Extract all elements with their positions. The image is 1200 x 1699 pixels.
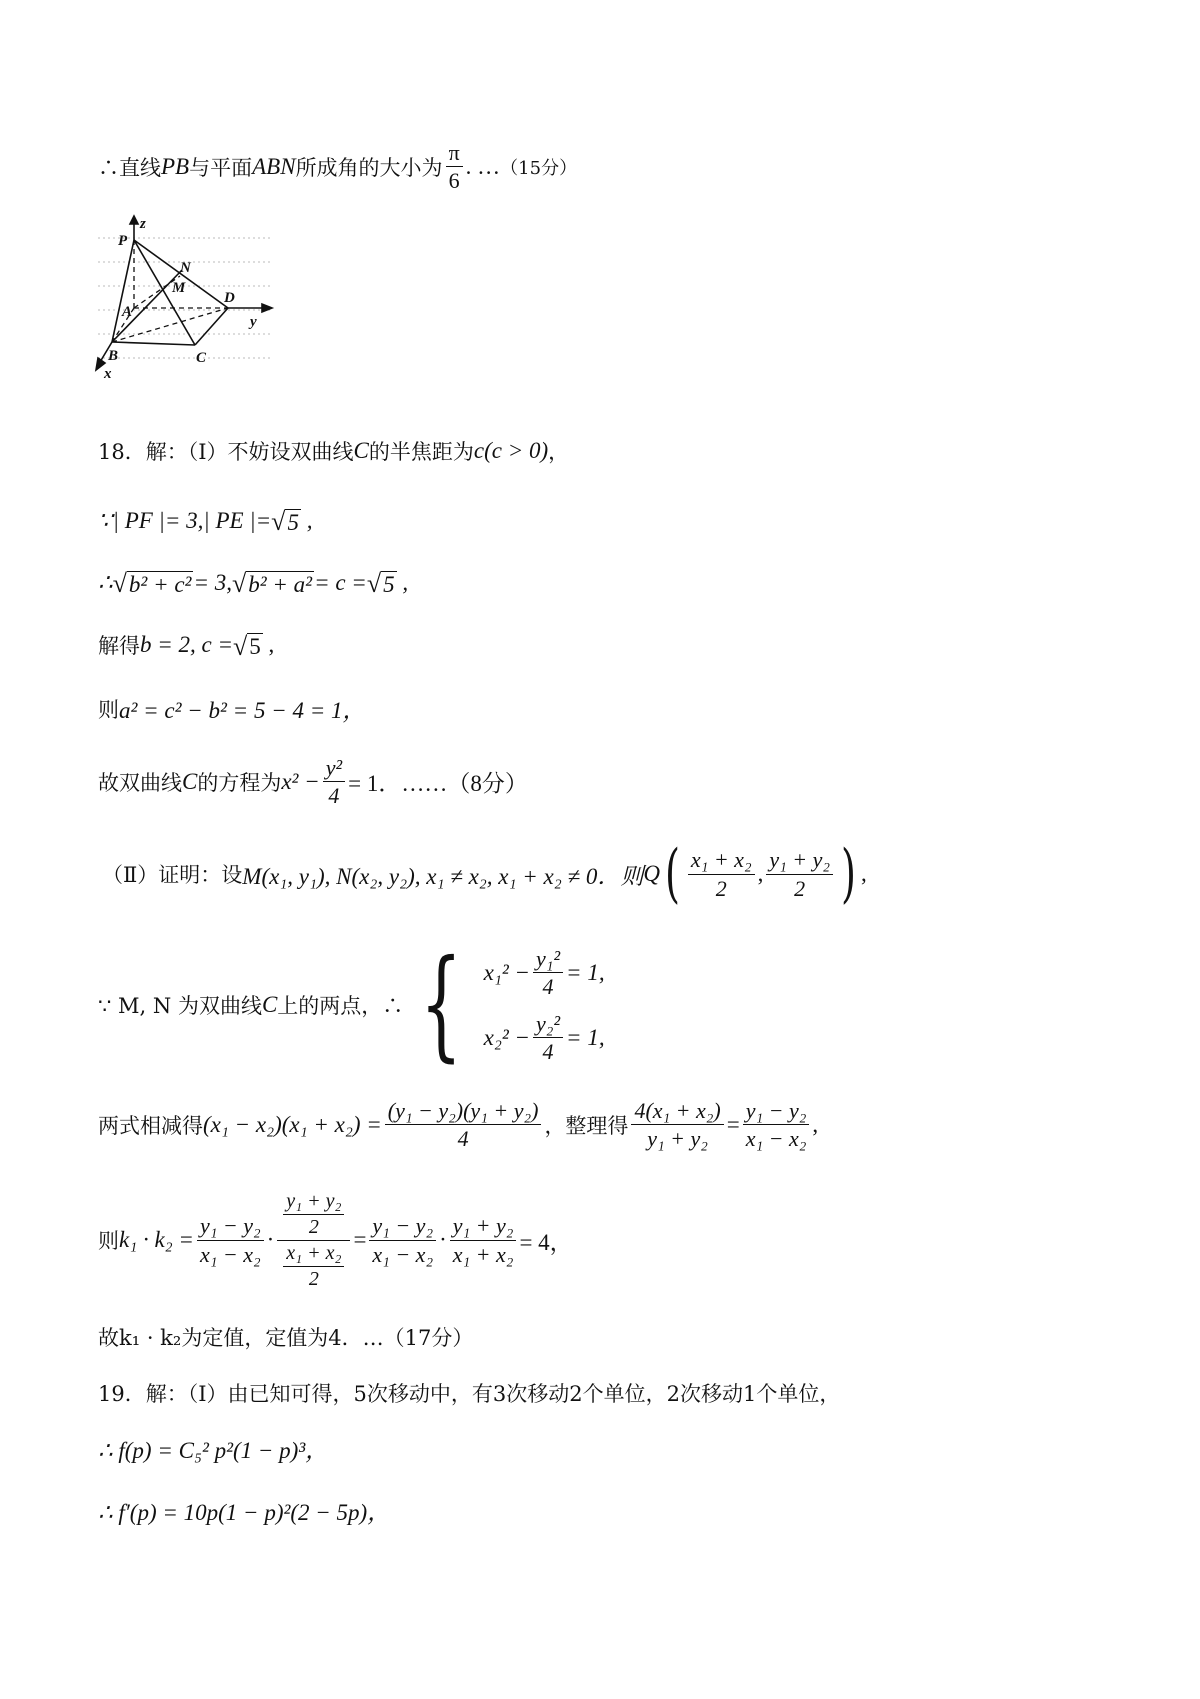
label-z: z	[140, 216, 146, 232]
q18-line2: ∵| PF |= 3,| PE |= √ 5 ,	[98, 507, 313, 537]
q18-subtract: 两式相减得 (x₁ − x₂)(x₁ + x₂) = $\frac{\text{(y₁ − y₂)(y₁ + y₂)}}{4}$ ，整理得 $\frac{\text{4(x₁ + x₂)}}{\text{y₁ + y₂}}$ = $\frac{\text{y₁ − y₂}}{\text{x₁ − x₂}}$ ,	[98, 1098, 819, 1152]
math: ∵| PF |= 3,| PE |=	[98, 507, 272, 533]
text: 所成角的大小为	[295, 155, 443, 180]
pyramid-figure	[90, 212, 290, 382]
q19-line3: ∴ f′(p) = 10p(1 − p)²(2 − 5p)，	[98, 1500, 391, 1525]
label-n: N	[180, 260, 191, 276]
score: （15分）	[500, 157, 578, 179]
label-p: P	[118, 233, 128, 249]
q18-system: ∵ M, N 为双曲线 C 上的两点，∴ { x₁² − $\frac{\text{y₁²}}{4}$ = 1, x₂² − $\frac{\text{y₂²}}{4}$ = 1,	[98, 935, 605, 1074]
label-m: M	[172, 280, 186, 296]
q18-part2: （Ⅱ）证明：设 M(x₁, y₁), N(x₂, y₂), x₁ ≠ x₂, x₁ + x₂ ≠ 0．则 Q ( $\frac{\text{x₁ + x₂}}{2}$ , $\frac{\text{y₁ + y₂}}{2}$ ) ,	[102, 837, 867, 911]
q18-heading	[98, 436, 569, 466]
text: ∴	[98, 569, 113, 595]
conclusion-line-17	[98, 140, 577, 194]
text: 18．解：（I）不妨设双曲线	[98, 440, 354, 464]
q18-line4: 解得 b = 2, c = √ 5 ,	[98, 631, 275, 661]
math-c: C	[353, 438, 369, 463]
label-x: x	[104, 366, 112, 382]
text: ∴直线	[98, 155, 161, 180]
label-a: A	[122, 304, 133, 320]
math-c-expr: c(c > 0)	[473, 438, 549, 463]
q19-line2: ∴ f(p) = C₅² p²(1 − p)³，	[98, 1438, 329, 1463]
sqrt-5: √ 5	[271, 507, 299, 537]
q18-line6: 故双曲线 C 的方程为 x² − $\frac{\text{y²}}{4}$ = 1．……（8分）	[98, 755, 528, 809]
q18-line3: ∴ √ b² + c² = 3, √ b² + a² = c = √ 5 ,	[98, 569, 409, 599]
text: ，	[548, 440, 570, 464]
label-d: D	[224, 290, 235, 306]
label-y: y	[250, 314, 257, 330]
text: 与平面	[189, 155, 253, 180]
dots: . …	[465, 153, 501, 179]
label-c: C	[196, 350, 207, 366]
q18-k-product: 则 k₁ · k₂ = $\frac{\text{y₁ − y₂}}{\text{x₁ − x₂}}$ · $\frac{\frac{\text{y₁ + y₂}}{2}}{\frac{\text{x₁ + x₂}}{2}}$ = $\frac{\text{y₁ − y₂}}{\text{x₁ − x₂}}$ · $\frac{\text{y₁ + y₂}}{\text{x₁ + x₂}}$ = 4，	[98, 1189, 573, 1290]
q18-final: 故k₁ · k₂为定值，定值为4．…（17分）	[98, 1326, 474, 1350]
q18-line5: 则 a² = c² − b² = 5 − 4 = 1，	[98, 697, 366, 723]
math-abn: ABN	[252, 153, 296, 179]
text: 的半焦距为	[368, 440, 474, 464]
q19-heading: 19．解：（I）由已知可得，5次移动中，有3次移动2个单位，2次移动1个单位，	[98, 1382, 841, 1406]
label-b: B	[108, 348, 119, 364]
math-pb: PB	[161, 153, 190, 179]
fraction-pi-6: $\frac{\pi}{6}$	[446, 140, 463, 194]
